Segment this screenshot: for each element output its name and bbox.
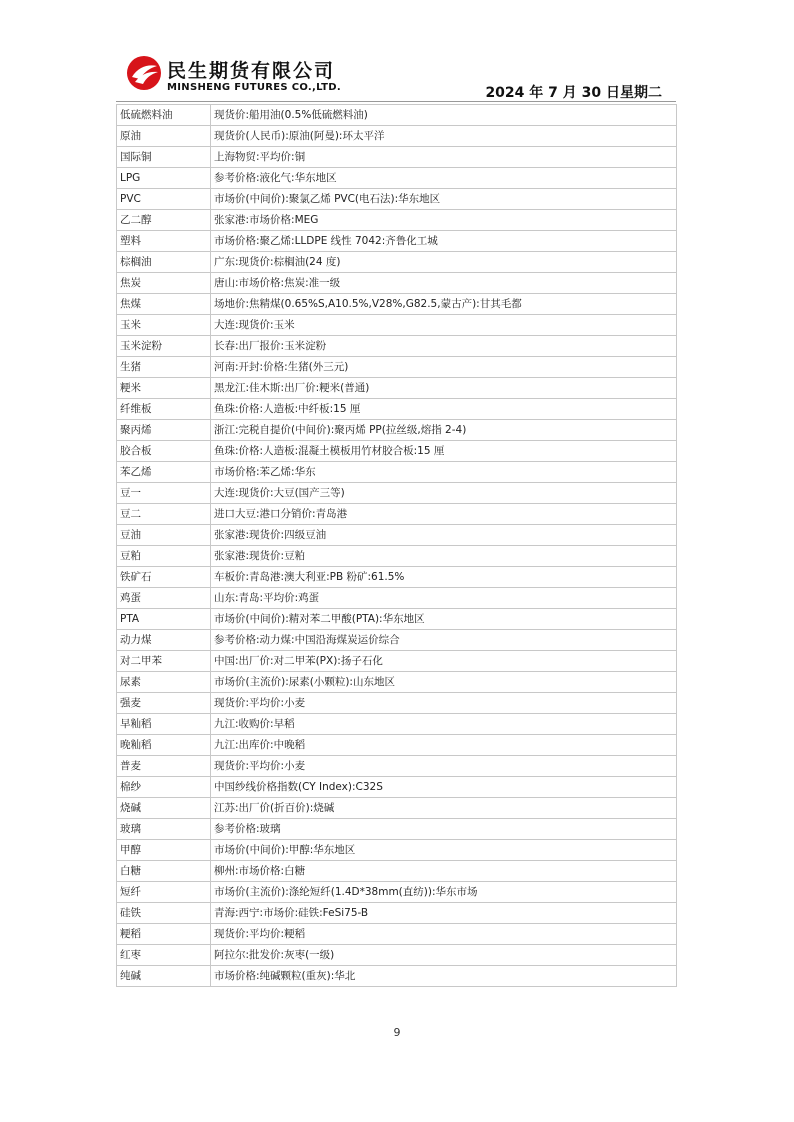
commodity-name-cell: 棉纱 [117,777,211,798]
table-row [117,294,677,315]
commodity-name-cell: 动力煤 [117,630,211,651]
price-source-cell: 参考价格:动力煤:中国沿海煤炭运价综合 [211,630,677,651]
price-source-cell: 浙江:完税自提价(中间价):聚丙烯 PP(拉丝级,熔指 2-4) [211,420,677,441]
commodity-name-cell: 鸡蛋 [117,588,211,609]
price-source-cell: 市场价格:纯碱颗粒(重灰):华北 [211,966,677,987]
commodity-name-cell: 粳米 [117,378,211,399]
price-source-table [116,104,677,987]
commodity-name-cell: 烧碱 [117,798,211,819]
price-source-cell: 九江:收购价:早稻 [211,714,677,735]
price-source-cell: 现货价(人民币):原油(阿曼):环太平洋 [211,126,677,147]
commodity-name-cell: PTA [117,609,211,630]
price-source-cell: 鱼珠:价格:人造板:中纤板:15 厘 [211,399,677,420]
commodity-name-cell: 尿素 [117,672,211,693]
commodity-name-cell: 苯乙烯 [117,462,211,483]
table-row [117,252,677,273]
table-row [117,525,677,546]
commodity-name-cell: 对二甲苯 [117,651,211,672]
table-row [117,924,677,945]
minsheng-logo-icon [126,55,162,91]
table-row [117,672,677,693]
price-source-cell: 现货价:平均价:小麦 [211,756,677,777]
price-source-cell: 场地价:焦精煤(0.65%S,A10.5%,V28%,G82.5,蒙古产):甘其毛都 [211,294,677,315]
commodity-name-cell: 玉米 [117,315,211,336]
price-source-cell: 张家港:市场价格:MEG [211,210,677,231]
table-row [117,798,677,819]
table-row [117,651,677,672]
commodity-name-cell: 粳稻 [117,924,211,945]
table-row [117,336,677,357]
table-row [117,903,677,924]
table-body [117,105,677,987]
commodity-name-cell: LPG [117,168,211,189]
company-name-cn: 民生期货有限公司 [167,60,336,82]
commodity-name-cell: 豆一 [117,483,211,504]
price-source-cell: 大连:现货价:玉米 [211,315,677,336]
table-row [117,630,677,651]
table-row [117,819,677,840]
commodity-name-cell: 晚籼稻 [117,735,211,756]
page-header [116,52,676,102]
commodity-name-cell: 原油 [117,126,211,147]
price-source-cell: 现货价:平均价:小麦 [211,693,677,714]
table-row [117,105,677,126]
commodity-name-cell: 焦炭 [117,273,211,294]
table-row [117,504,677,525]
table-row [117,147,677,168]
table-row [117,861,677,882]
price-source-cell: 黑龙江:佳木斯:出厂价:粳米(普通) [211,378,677,399]
table-row [117,210,677,231]
table-row [117,399,677,420]
price-source-cell: 参考价格:玻璃 [211,819,677,840]
page-number: 9 [393,1026,401,1039]
table-row [117,693,677,714]
price-source-cell: 市场价格:聚乙烯:LLDPE 线性 7042:齐鲁化工城 [211,231,677,252]
price-source-cell: 上海物贸:平均价:铜 [211,147,677,168]
price-source-cell: 市场价(主流价):尿素(小颗粒):山东地区 [211,672,677,693]
commodity-name-cell: 聚丙烯 [117,420,211,441]
commodity-name-cell: 棕榈油 [117,252,211,273]
commodity-name-cell: 铁矿石 [117,567,211,588]
price-source-cell: 现货价:船用油(0.5%低硫燃料油) [211,105,677,126]
table-row [117,483,677,504]
commodity-name-cell: 纯碱 [117,966,211,987]
price-source-cell: 大连:现货价:大豆(国产三等) [211,483,677,504]
price-source-cell: 广东:现货价:棕榈油(24 度) [211,252,677,273]
table-row [117,714,677,735]
commodity-name-cell: PVC [117,189,211,210]
table-row [117,840,677,861]
table-row [117,273,677,294]
commodity-name-cell: 豆油 [117,525,211,546]
price-source-cell: 中国:出厂价:对二甲苯(PX):扬子石化 [211,651,677,672]
table-row [117,378,677,399]
table-row [117,315,677,336]
price-source-cell: 进口大豆:港口分销价:青岛港 [211,504,677,525]
price-source-cell: 鱼珠:价格:人造板:混凝土模板用竹材胶合板:15 厘 [211,441,677,462]
commodity-name-cell: 硅铁 [117,903,211,924]
commodity-name-cell: 国际铜 [117,147,211,168]
commodity-name-cell: 玻璃 [117,819,211,840]
table-row [117,357,677,378]
price-source-cell: 现货价:平均价:粳稻 [211,924,677,945]
table-row [117,441,677,462]
commodity-name-cell: 乙二醇 [117,210,211,231]
commodity-name-cell: 低硫燃料油 [117,105,211,126]
commodity-name-cell: 焦煤 [117,294,211,315]
commodity-name-cell: 豆二 [117,504,211,525]
price-source-cell: 市场价(主流价):涤纶短纤(1.4D*38mm(直纺)):华东市场 [211,882,677,903]
table-row [117,462,677,483]
table-row [117,945,677,966]
price-source-cell: 车板价:青岛港:澳大利亚:PB 粉矿:61.5% [211,567,677,588]
table-row [117,168,677,189]
price-source-cell: 唐山:市场价格:焦炭:准一级 [211,273,677,294]
price-source-cell: 张家港:现货价:豆粕 [211,546,677,567]
company-name-en: MINSHENG FUTURES CO.,LTD. [167,82,341,93]
report-date: 2024 年 7 月 30 日星期二 [485,85,662,101]
table-row [117,420,677,441]
commodity-name-cell: 普麦 [117,756,211,777]
price-source-cell: 阿拉尔:批发价:灰枣(一级) [211,945,677,966]
commodity-name-cell: 短纤 [117,882,211,903]
price-source-cell: 市场价(中间价):聚氯乙烯 PVC(电石法):华东地区 [211,189,677,210]
table-row [117,756,677,777]
commodity-name-cell: 强麦 [117,693,211,714]
price-source-cell: 九江:出库价:中晚稻 [211,735,677,756]
price-source-cell: 江苏:出厂价(折百价):烧碱 [211,798,677,819]
price-source-cell: 长春:出厂报价:玉米淀粉 [211,336,677,357]
table-row [117,777,677,798]
commodity-name-cell: 胶合板 [117,441,211,462]
header-divider [116,101,676,102]
table-row [117,588,677,609]
commodity-name-cell: 纤维板 [117,399,211,420]
table-row [117,882,677,903]
commodity-name-cell: 豆粕 [117,546,211,567]
price-source-cell: 张家港:现货价:四级豆油 [211,525,677,546]
price-source-cell: 市场价(中间价):精对苯二甲酸(PTA):华东地区 [211,609,677,630]
table-row [117,609,677,630]
table-row [117,567,677,588]
price-source-cell: 中国纱线价格指数(CY Index):C32S [211,777,677,798]
commodity-name-cell: 生猪 [117,357,211,378]
table-row [117,126,677,147]
commodity-name-cell: 早籼稻 [117,714,211,735]
price-source-cell: 山东:青岛:平均价:鸡蛋 [211,588,677,609]
table-row [117,735,677,756]
commodity-name-cell: 白糖 [117,861,211,882]
table-row [117,189,677,210]
commodity-name-cell: 红枣 [117,945,211,966]
price-source-cell: 市场价格:苯乙烯:华东 [211,462,677,483]
table-row [117,231,677,252]
table-row [117,966,677,987]
price-source-cell: 市场价(中间价):甲醇:华东地区 [211,840,677,861]
price-source-cell: 青海:西宁:市场价:硅铁:FeSi75-B [211,903,677,924]
price-source-cell: 参考价格:液化气:华东地区 [211,168,677,189]
commodity-name-cell: 甲醇 [117,840,211,861]
commodity-name-cell: 玉米淀粉 [117,336,211,357]
table-row [117,546,677,567]
price-source-cell: 河南:开封:价格:生猪(外三元) [211,357,677,378]
price-source-cell: 柳州:市场价格:白糖 [211,861,677,882]
commodity-name-cell: 塑料 [117,231,211,252]
